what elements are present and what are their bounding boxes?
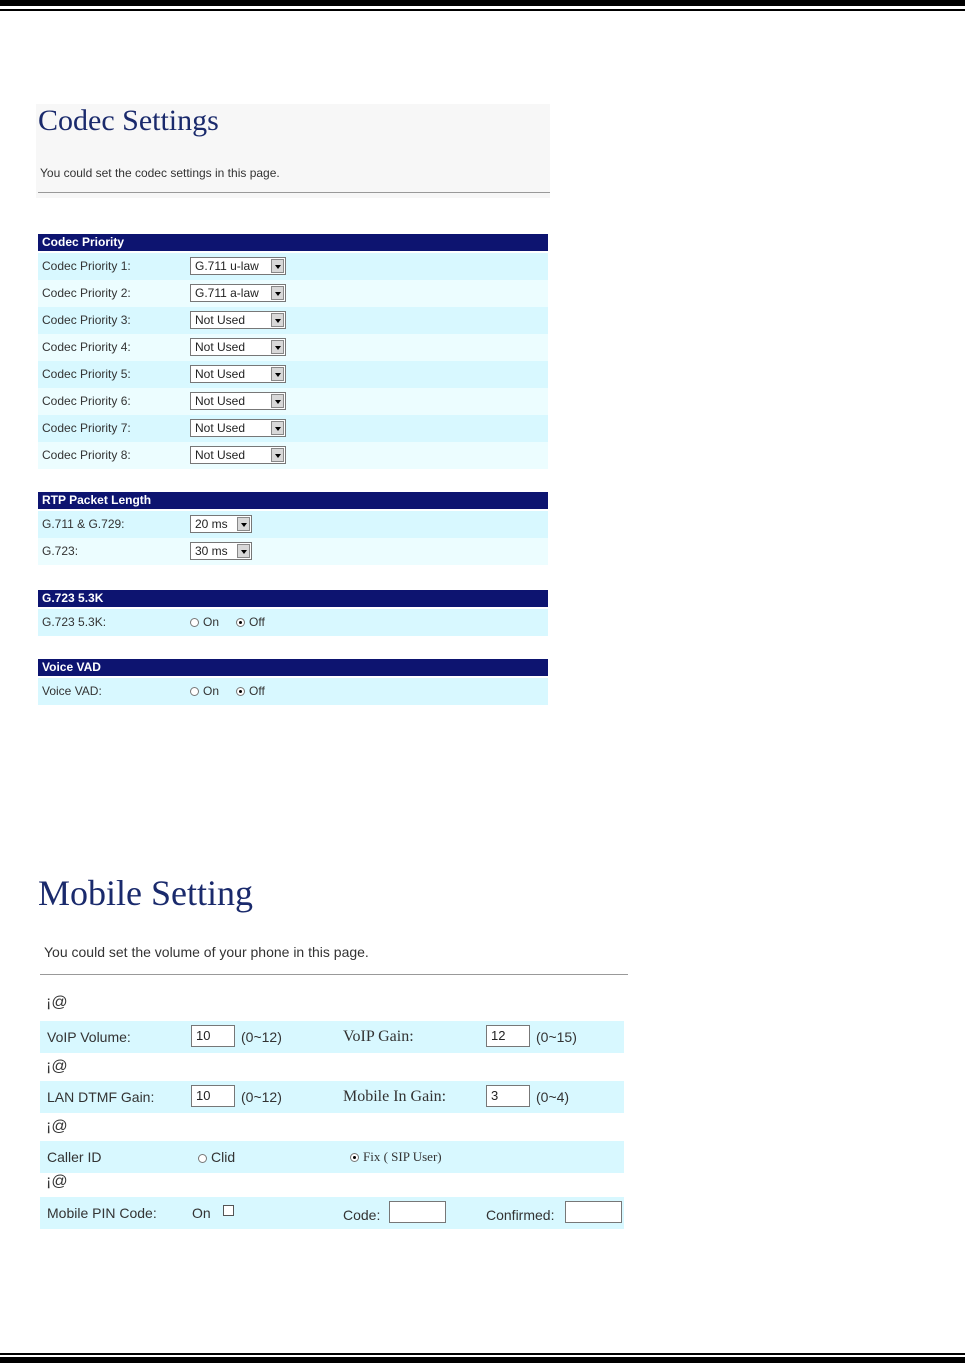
codec-divider	[38, 192, 550, 193]
codec-priority-3-select[interactable]: Not Used	[190, 311, 286, 329]
rtp-row-g711-g729	[38, 511, 548, 538]
voip-gain-range: (0~15)	[536, 1029, 577, 1045]
codec-priority-row-7	[38, 415, 548, 442]
top-rule-thin	[0, 9, 965, 11]
confirmed-label: Confirmed:	[486, 1207, 555, 1223]
codec-priority-6-select[interactable]: Not Used	[190, 392, 286, 410]
chevron-down-icon[interactable]	[271, 259, 284, 273]
radio-checked-icon[interactable]	[236, 618, 245, 627]
codec-priority-row-5	[38, 361, 548, 388]
g723-off-radio[interactable]: Off	[236, 615, 265, 629]
chevron-down-icon[interactable]	[271, 313, 284, 327]
codec-priority-1-select[interactable]: G.711 u-law	[190, 257, 286, 275]
voice-vad-label: Voice VAD:	[42, 684, 102, 698]
bottom-rule	[0, 1357, 965, 1363]
codec-page-description: You could set the codec settings in this page.	[40, 166, 280, 180]
codec-priority-label: Codec Priority 3:	[42, 313, 131, 327]
lan-dtmf-gain-range: (0~12)	[241, 1089, 282, 1105]
voice-vad-row	[38, 678, 548, 705]
top-rule	[0, 0, 965, 6]
g723-on-radio[interactable]: On	[190, 615, 219, 629]
codec-settings-header	[36, 104, 550, 198]
row-marker: ¡@	[46, 1173, 68, 1190]
radio-unchecked-icon[interactable]	[198, 1154, 207, 1163]
code-label: Code:	[343, 1207, 381, 1223]
confirmed-input[interactable]	[565, 1201, 622, 1223]
radio-unchecked-icon[interactable]	[190, 687, 199, 696]
lan-dtmf-gain-label: LAN DTMF Gain:	[47, 1089, 155, 1105]
codec-priority-label: Codec Priority 7:	[42, 421, 131, 435]
mobile-pin-code-label: Mobile PIN Code:	[47, 1205, 157, 1221]
voip-gain-input[interactable]: 12	[486, 1025, 530, 1047]
voip-gain-label: VoIP Gain:	[343, 1028, 414, 1045]
voip-volume-input[interactable]: 10	[191, 1025, 235, 1047]
mobile-divider	[40, 974, 628, 975]
chevron-down-icon[interactable]	[271, 367, 284, 381]
codec-priority-label: Codec Priority 4:	[42, 340, 131, 354]
row-marker: ¡@	[46, 1118, 68, 1135]
mobile-pin-checkbox[interactable]	[223, 1205, 234, 1216]
codec-priority-7-select[interactable]: Not Used	[190, 419, 286, 437]
codec-priority-label: Codec Priority 2:	[42, 286, 131, 300]
codec-priority-row-2	[38, 280, 548, 307]
voice-vad-header: Voice VAD	[38, 659, 548, 676]
radio-checked-icon[interactable]	[350, 1153, 359, 1162]
codec-priority-2-select[interactable]: G.711 a-law	[190, 284, 286, 302]
caller-id-label: Caller ID	[47, 1149, 102, 1165]
chevron-down-icon[interactable]	[271, 421, 284, 435]
codec-page-title: Codec Settings	[38, 104, 219, 137]
mobile-in-gain-input[interactable]: 3	[486, 1085, 530, 1107]
chevron-down-icon[interactable]	[237, 544, 250, 558]
g723-5-3k-label: G.723 5.3K:	[42, 615, 107, 629]
lan-dtmf-gain-input[interactable]: 10	[191, 1085, 235, 1107]
chevron-down-icon[interactable]	[271, 448, 284, 462]
rtp-packet-length-header: RTP Packet Length	[38, 492, 548, 509]
clid-radio[interactable]: Clid	[198, 1149, 235, 1165]
codec-priority-label: Codec Priority 8:	[42, 448, 131, 462]
codec-priority-row-1	[38, 253, 548, 280]
vad-off-radio[interactable]: Off	[236, 684, 265, 698]
codec-priority-label: Codec Priority 1:	[42, 259, 131, 273]
voip-volume-range: (0~12)	[241, 1029, 282, 1045]
mobile-in-gain-range: (0~4)	[536, 1089, 570, 1105]
codec-priority-header: Codec Priority	[38, 234, 548, 251]
rtp-g723-select[interactable]: 30 ms	[190, 542, 252, 560]
codec-priority-5-select[interactable]: Not Used	[190, 365, 286, 383]
vad-on-radio[interactable]: On	[190, 684, 219, 698]
mobile-page-title: Mobile Setting	[38, 873, 253, 913]
fix-sip-user-radio[interactable]: Fix ( SIP User)	[350, 1149, 442, 1165]
chevron-down-icon[interactable]	[271, 394, 284, 408]
rtp-row-g723	[38, 538, 548, 565]
rtp-g711-g729-select[interactable]: 20 ms	[190, 515, 252, 533]
mobile-pin-on-label: On	[192, 1205, 211, 1221]
mobile-pin-row	[40, 1197, 624, 1229]
chevron-down-icon[interactable]	[271, 340, 284, 354]
row-marker: ¡@	[46, 1058, 68, 1075]
mobile-in-gain-label: Mobile In Gain:	[343, 1088, 447, 1105]
chevron-down-icon[interactable]	[237, 517, 250, 531]
gain-row	[40, 1081, 624, 1113]
codec-priority-4-select[interactable]: Not Used	[190, 338, 286, 356]
codec-priority-label: Codec Priority 5:	[42, 367, 131, 381]
codec-priority-label: Codec Priority 6:	[42, 394, 131, 408]
row-marker: ¡@	[46, 994, 68, 1011]
codec-priority-row-8	[38, 442, 548, 469]
radio-unchecked-icon[interactable]	[190, 618, 199, 627]
rtp-label: G.711 & G.729:	[42, 517, 125, 531]
g723-5-3k-row	[38, 609, 548, 636]
g723-5-3k-header: G.723 5.3K	[38, 590, 548, 607]
bottom-rule-thin	[0, 1353, 965, 1355]
voip-volume-label: VoIP Volume:	[47, 1029, 131, 1045]
mobile-page-description: You could set the volume of your phone in this page.	[44, 944, 369, 960]
radio-checked-icon[interactable]	[236, 687, 245, 696]
codec-priority-row-6	[38, 388, 548, 415]
caller-id-row	[40, 1141, 624, 1173]
codec-priority-8-select[interactable]: Not Used	[190, 446, 286, 464]
code-input[interactable]	[389, 1201, 446, 1223]
rtp-label: G.723:	[42, 544, 79, 558]
voip-row	[40, 1021, 624, 1053]
codec-priority-row-3	[38, 307, 548, 334]
chevron-down-icon[interactable]	[271, 286, 284, 300]
codec-priority-row-4	[38, 334, 548, 361]
